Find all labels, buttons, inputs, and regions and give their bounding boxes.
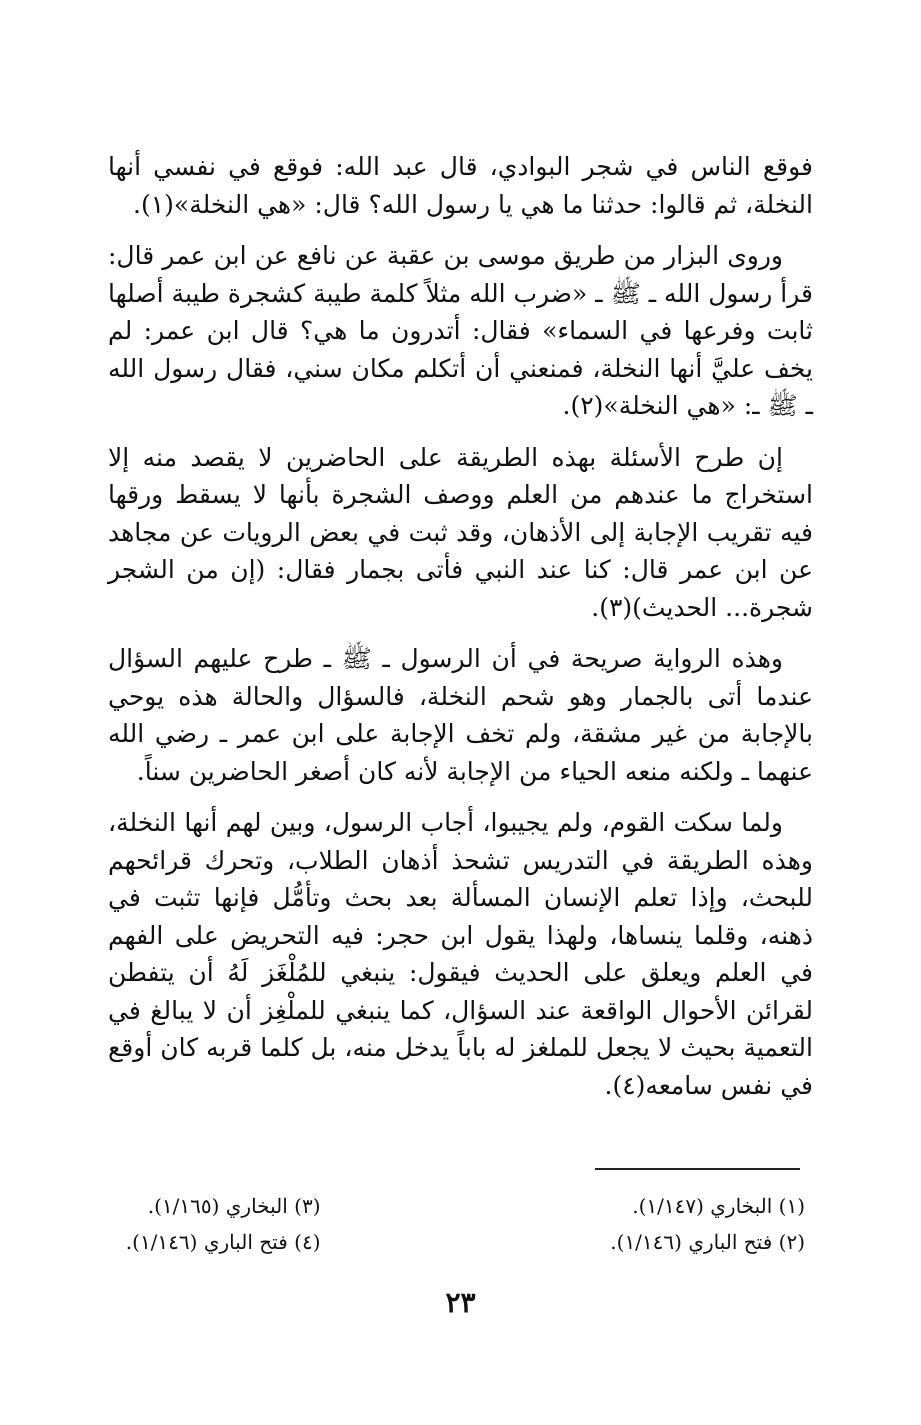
footnote-4: (٤) فتح الباري (١/١٤٦).	[125, 1230, 321, 1254]
footnote-divider	[595, 1168, 800, 1170]
paragraph-4: وهذه الرواية صريحة في أن الرسول ـ ﷺ ـ طرح عليهم السؤال عندما أتى بالجمار وهو شحم النخلة، فالسؤال والحالة هذه يوحي بالإجابة من غير مشقة، ولم تخف الإجابة على ابن عمر ـ رضي الله عنهما ـ ولكنه منعه الحياء من الإجابة لأنه كان أصغر الحاضرين سناً.	[108, 644, 813, 786]
footnote-1: (١) البخاري (١/١٤٧).	[632, 1194, 805, 1218]
paragraph-1: فوقع الناس في شجر البوادي، قال عبد الله: فوقع في نفسي أنها النخلة، ثم قالوا: حدثنا ما هي يا رسول الله؟ قال: «هي النخلة»(١).	[108, 152, 813, 219]
paragraph-3: إن طرح الأسئلة بهذه الطريقة على الحاضرين لا يقصد منه إلا استخراج ما عندهم من العلم ووصف الشجرة بأنها لا يسقط ورقها فيه تقريب الإجابة إلى الأذهان، وقد ثبت في بعض الرويات عن مجاهد عن ابن عمر قال: كنا عند النبي فأتى بجمار فقال: (إن من الشجر شجرة... الحديث)(٣).	[108, 442, 813, 622]
footnote-3: (٣) البخاري (١/١٦٥).	[147, 1194, 321, 1218]
paragraph-5: ولما سكت القوم، ولم يجيبوا، أجاب الرسول، وبين لهم أنها النخلة، وهذه الطريقة في التدريس تشحذ أذهان الطلاب، وتحرك قرائحهم للبحث، وإذا تعلم الإنسان المسألة بعد بحث وتأمُّل فإنها تثبت في ذهنه، وقلما ينساها، ولهذا يقول ابن حجر: فيه التحريض على الفهم في العلم ويعلق على الحديث فيقول: ينبغي للمُلْغَز لَهُ أن يتفطن لقرائن الأحوال الواقعة عند السؤال، كما ينبغي للملْغِز أن لا يبالغ في التعمية بحيث لا يجعل للملغز له باباً يدخل منه، بل كلما قربه كان أوقع في نفس سامعه(٤).	[108, 808, 813, 1100]
footnotes	[108, 1192, 813, 1256]
page-number: ٢٣	[445, 1286, 476, 1319]
paragraph-2: وروى البزار من طريق موسى بن عقبة عن نافع عن ابن عمر قال: قرأ رسول الله ـ ﷺ ـ «ضرب الله مثلاً كلمة طيبة كشجرة طيبة أصلها ثابت وفرعها في السماء» فقال: أتدرون ما هي؟ قال ابن عمر: لم يخف عليَّ أنها النخلة، فمنعني أن أتكلم مكان سني، فقال رسول الله ـ ﷺ ـ: «هي النخلة»(٢).	[108, 241, 813, 420]
page-body	[108, 148, 813, 1118]
footnote-2: (٢) فتح الباري (١/١٤٦).	[610, 1230, 805, 1254]
